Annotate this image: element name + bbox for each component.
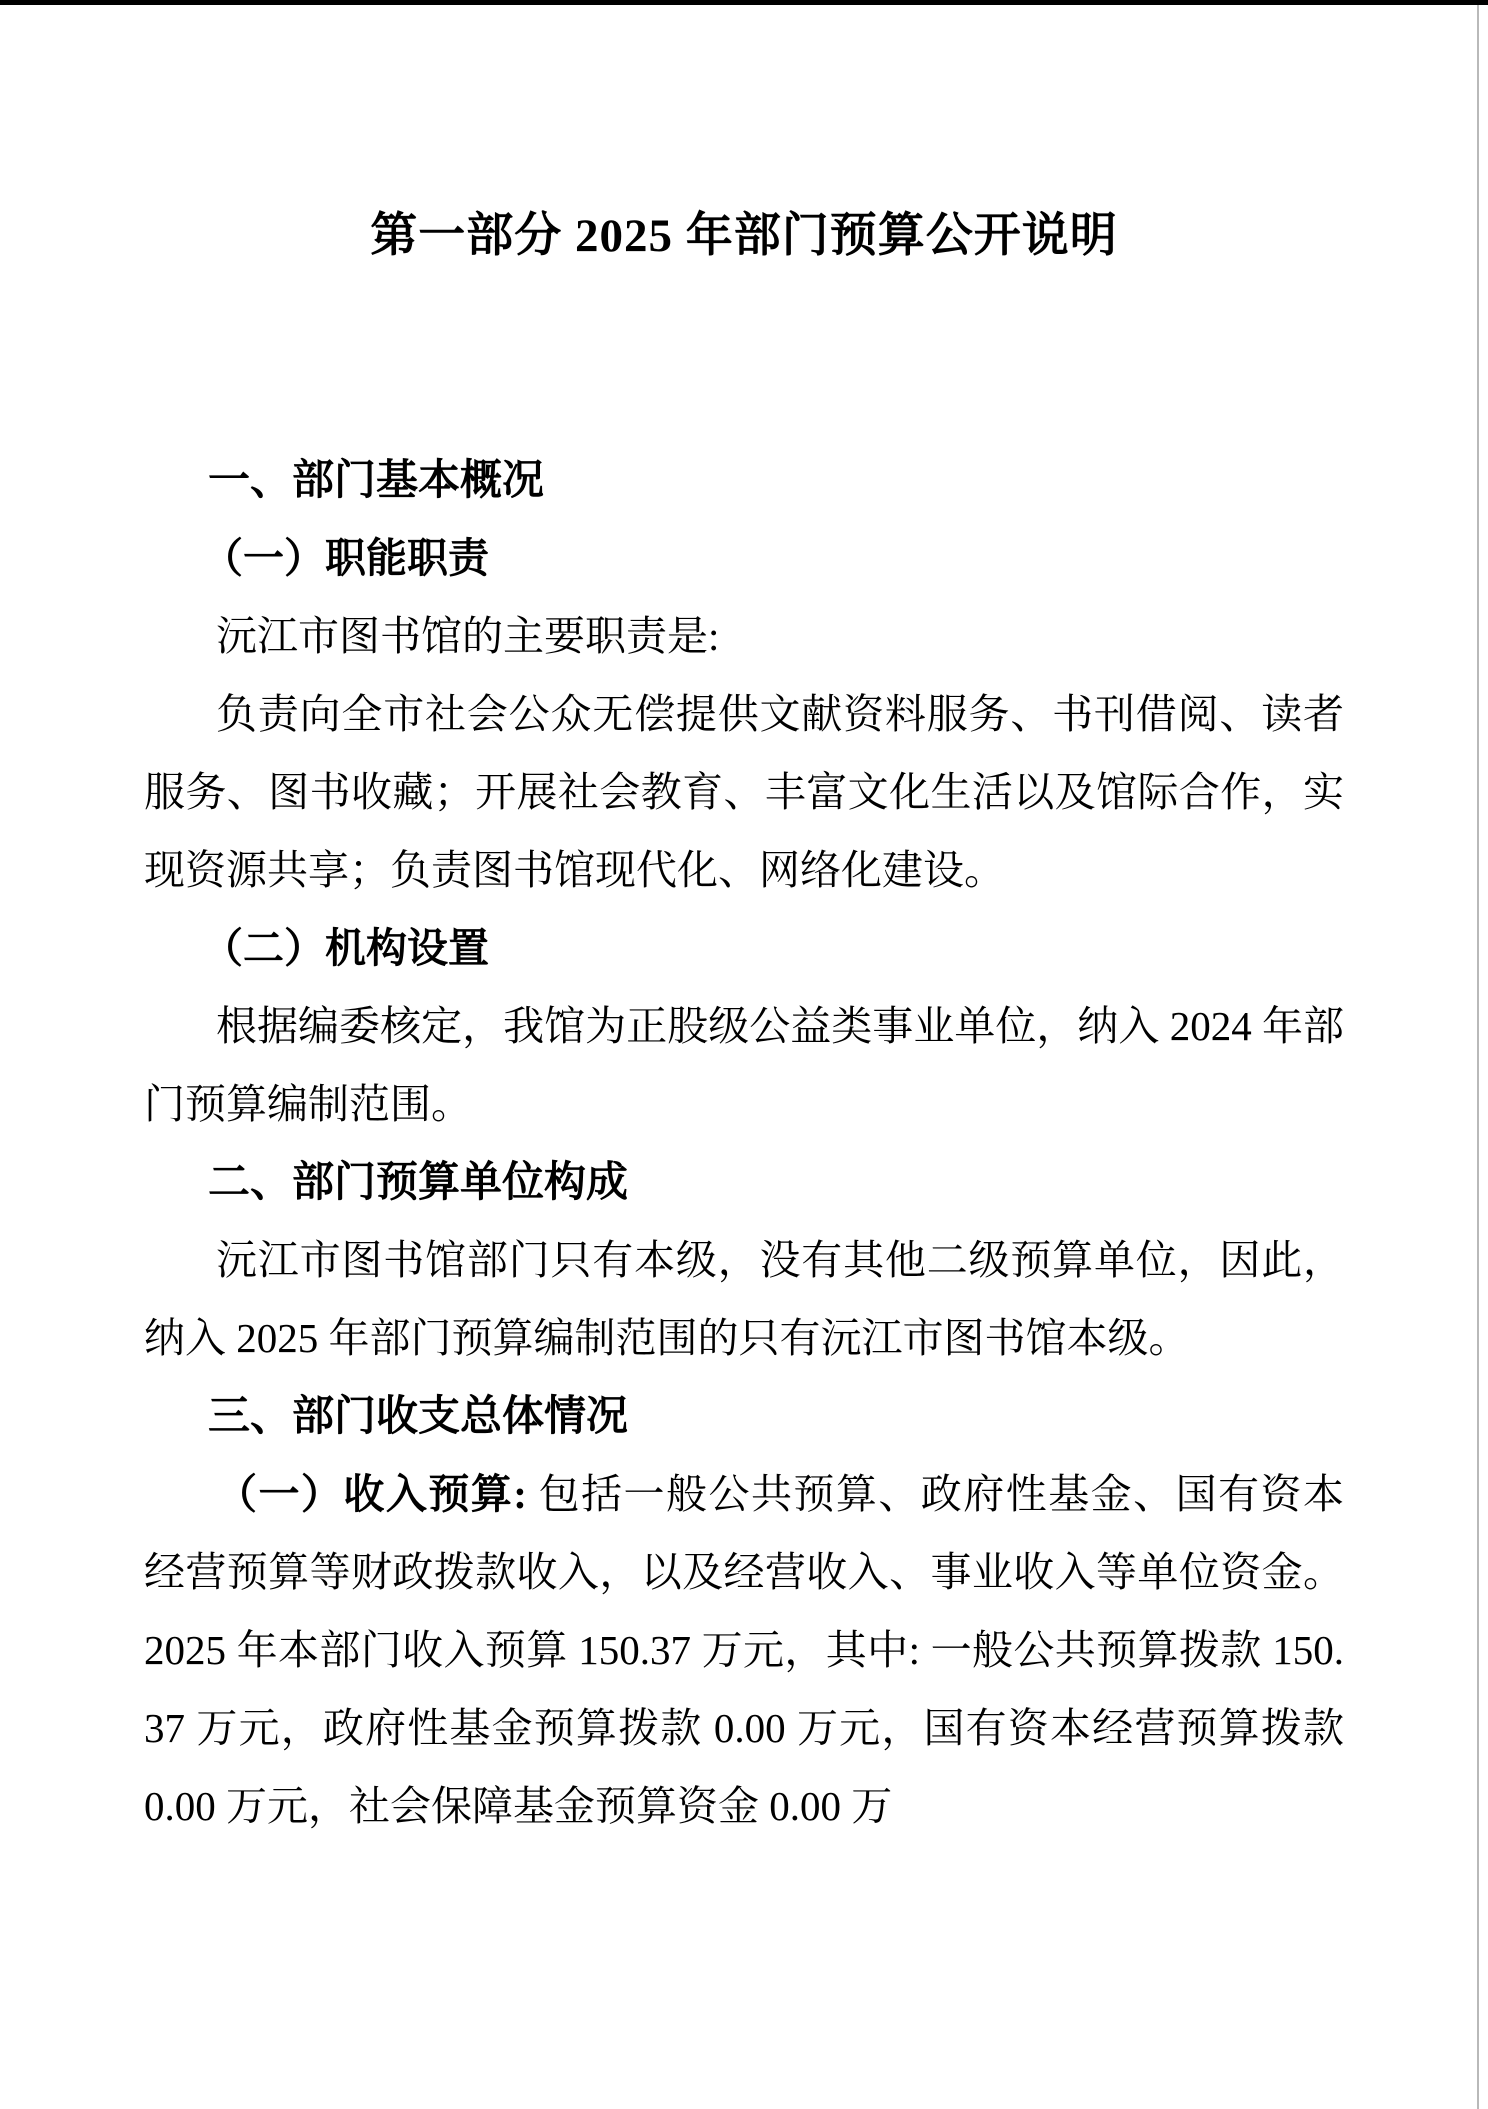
paragraph-budget-units: 沅江市图书馆部门只有本级，没有其他二级预算单位，因此，纳入 2025 年部门预算编制范围的只有沅江市图书馆本级。	[144, 1237, 1344, 1361]
document-title: 第一部分 2025 年部门预算公开说明	[370, 210, 1118, 262]
paragraph-organization: 根据编委核定，我馆为正股级公益类事业单位，纳入 2024 年部门预算编制范围。	[144, 1003, 1344, 1127]
paragraph-duties-body: 负责向全市社会公众无偿提供文献资料服务、书刊借阅、读者服务、图书收藏；开展社会教育、丰富文化生活以及馆际合作，实现资源共享；负责图书馆现代化、网络化建设。	[144, 691, 1344, 893]
document-content	[144, 5, 1344, 1845]
heading-section-1: 一、部门基本概况	[208, 456, 545, 503]
subheading-1-2-organization: （二）机构设置	[202, 925, 489, 971]
paragraph-duties-intro: 沅江市图书馆的主要职责是:	[216, 613, 720, 659]
income-budget-body: 包括一般公共预算、政府性基金、国有资本经营预算等财政拨款收入，以及经营收入、事业收入等单位资金。2025 年本部门收入预算 150.37 万元，其中: 一般公共预算拨款 150.37 万元，政府性基金预算拨款 0.00 万元，国有资本经营预算拨款 0.00 万元，社会保障基金预算资金 0.00 万	[144, 1471, 1344, 1829]
subheading-1-1-duties: （一）职能职责	[202, 535, 489, 581]
page-edge-line	[1477, 5, 1479, 2109]
paragraph-income-budget	[144, 1455, 1344, 1845]
heading-section-2: 二、部门预算单位构成	[208, 1158, 629, 1205]
income-budget-lead: （一）收入预算:	[216, 1471, 539, 1517]
heading-section-3: 三、部门收支总体情况	[208, 1392, 629, 1439]
